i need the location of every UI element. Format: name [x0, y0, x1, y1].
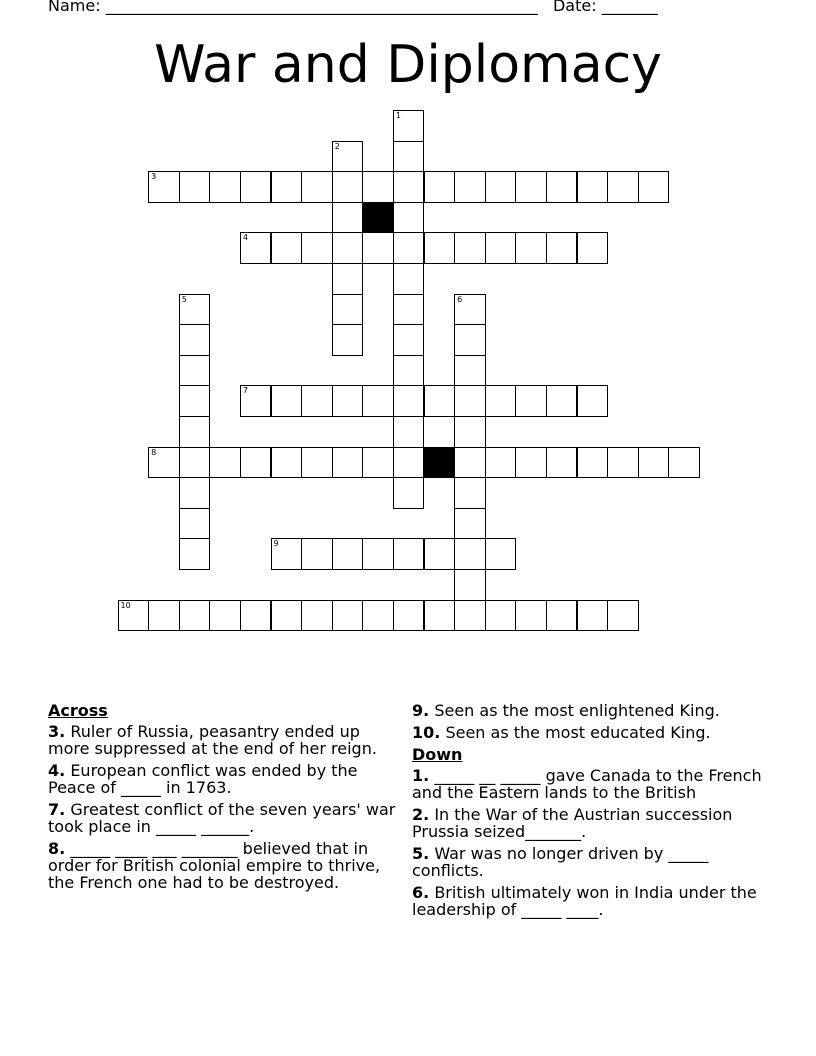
grid-cell[interactable]	[485, 600, 517, 632]
clue-number: 4.	[48, 761, 66, 780]
grid-cell[interactable]	[393, 202, 425, 234]
grid-cell[interactable]	[393, 416, 425, 448]
grid-cell[interactable]	[393, 141, 425, 173]
grid-cell[interactable]	[179, 538, 211, 570]
grid-cell[interactable]	[577, 385, 609, 417]
grid-cell[interactable]	[271, 447, 303, 479]
grid-cell[interactable]	[607, 600, 639, 632]
clue-down-6	[412, 884, 762, 918]
grid-cell[interactable]	[332, 263, 364, 295]
grid-cell[interactable]	[546, 171, 578, 203]
grid-cell[interactable]	[454, 477, 486, 509]
grid-cell[interactable]	[668, 447, 700, 479]
grid-cell[interactable]	[638, 171, 670, 203]
clue-number-label: 10	[120, 600, 131, 610]
grid-cell[interactable]	[393, 171, 425, 203]
grid-cell[interactable]	[424, 232, 456, 264]
clue-text: War was no longer driven by _____ conflicts.	[412, 844, 709, 880]
grid-cell[interactable]	[454, 324, 486, 356]
grid-cell[interactable]	[485, 447, 517, 479]
clues-left-column	[48, 702, 398, 896]
grid-cell[interactable]	[485, 538, 517, 570]
clue-across-4	[48, 762, 398, 796]
clue-number: 7.	[48, 800, 66, 819]
clue-across-7	[48, 801, 398, 835]
clue-across-10	[412, 724, 762, 741]
grid-cell[interactable]	[301, 171, 333, 203]
grid-cell[interactable]	[393, 232, 425, 264]
grid-cell[interactable]	[454, 600, 486, 632]
grid-cell[interactable]	[577, 232, 609, 264]
grid-cell[interactable]	[393, 447, 425, 479]
grid-cell[interactable]	[454, 385, 486, 417]
grid-cell[interactable]	[271, 232, 303, 264]
grid-cell[interactable]	[485, 385, 517, 417]
grid-cell[interactable]	[546, 385, 578, 417]
clue-text: In the War of the Austrian succession Prussia seized_______.	[412, 805, 733, 841]
grid-cell[interactable]	[362, 538, 394, 570]
clue-text: Seen as the most enlightened King.	[434, 701, 720, 720]
grid-cell[interactable]	[454, 447, 486, 479]
grid-cell[interactable]	[179, 385, 211, 417]
grid-cell[interactable]	[393, 385, 425, 417]
grid-cell[interactable]	[118, 600, 150, 632]
grid-cell[interactable]	[209, 447, 241, 479]
grid-cell[interactable]	[332, 294, 364, 326]
grid-cell[interactable]	[179, 600, 211, 632]
across-heading: Across	[48, 701, 108, 720]
clue-number: 6.	[412, 883, 430, 902]
grid-cell[interactable]	[209, 600, 241, 632]
grid-cell[interactable]	[209, 171, 241, 203]
grid-cell[interactable]	[454, 569, 486, 601]
grid-cell[interactable]	[148, 447, 180, 479]
grid-cell[interactable]	[362, 171, 394, 203]
clue-number-label: 7	[242, 386, 248, 396]
clue-across-8	[48, 840, 398, 891]
page-title: War and Diplomacy	[154, 35, 662, 95]
grid-cell[interactable]	[577, 600, 609, 632]
grid-cell[interactable]	[301, 447, 333, 479]
clue-number-label: 6	[457, 294, 463, 304]
grid-cell[interactable]	[362, 385, 394, 417]
down-heading: Down	[412, 745, 463, 764]
grid-cell[interactable]	[393, 355, 425, 387]
grid-cell[interactable]	[393, 263, 425, 295]
grid-cell[interactable]	[638, 447, 670, 479]
grid-cell[interactable]	[485, 171, 517, 203]
grid-cell[interactable]	[454, 416, 486, 448]
grid-cell[interactable]	[515, 171, 547, 203]
grid-cell[interactable]	[332, 232, 364, 264]
grid-cell[interactable]	[271, 385, 303, 417]
grid-cell[interactable]	[179, 294, 211, 326]
grid-cell[interactable]	[546, 600, 578, 632]
grid-cell[interactable]	[179, 355, 211, 387]
clue-text: Seen as the most educated King.	[445, 723, 711, 742]
grid-cell[interactable]	[301, 385, 333, 417]
clue-number-label: 8	[151, 447, 157, 457]
grid-cell[interactable]	[271, 538, 303, 570]
clue-text: British ultimately won in India under the leadership of _____ ____.	[412, 883, 757, 919]
grid-cell[interactable]	[362, 232, 394, 264]
clue-across-9	[412, 702, 762, 719]
grid-block	[362, 202, 394, 234]
grid-cell[interactable]	[301, 600, 333, 632]
grid-cell[interactable]	[240, 600, 272, 632]
grid-cell[interactable]	[424, 538, 456, 570]
clue-down-2	[412, 806, 762, 840]
grid-cell[interactable]	[577, 447, 609, 479]
grid-cell[interactable]	[271, 600, 303, 632]
clue-number-label: 5	[181, 294, 187, 304]
grid-cell[interactable]	[148, 171, 180, 203]
grid-cell[interactable]	[271, 171, 303, 203]
grid-cell[interactable]	[393, 600, 425, 632]
grid-cell[interactable]	[362, 447, 394, 479]
date-blank[interactable]: _______	[601, 0, 658, 15]
clue-number: 9.	[412, 701, 430, 720]
grid-cell[interactable]	[515, 600, 547, 632]
grid-cell[interactable]	[485, 232, 517, 264]
grid-cell[interactable]	[393, 110, 425, 142]
grid-cell[interactable]	[179, 416, 211, 448]
grid-cell[interactable]	[515, 385, 547, 417]
grid-cell[interactable]	[546, 447, 578, 479]
grid-cell[interactable]	[546, 232, 578, 264]
grid-cell[interactable]	[454, 171, 486, 203]
grid-cell[interactable]	[179, 508, 211, 540]
grid-cell[interactable]	[393, 324, 425, 356]
clue-across-3	[48, 723, 398, 757]
grid-cell[interactable]	[424, 171, 456, 203]
grid-cell[interactable]	[332, 385, 364, 417]
grid-cell[interactable]	[332, 324, 364, 356]
grid-cell[interactable]	[362, 600, 394, 632]
grid-cell[interactable]	[240, 385, 272, 417]
grid-cell[interactable]	[240, 447, 272, 479]
clue-text: _____ __ _____ gave Canada to the French and the Eastern lands to the British	[412, 766, 762, 802]
grid-cell[interactable]	[454, 355, 486, 387]
grid-cell[interactable]	[332, 202, 364, 234]
clue-number-label: 9	[273, 539, 279, 549]
grid-cell[interactable]	[332, 600, 364, 632]
clue-text: Greatest conflict of the seven years' war took place in _____ ______.	[48, 800, 396, 836]
grid-cell[interactable]	[332, 141, 364, 173]
grid-cell[interactable]	[454, 538, 486, 570]
clue-number: 8.	[48, 839, 66, 858]
name-label: Name:	[48, 0, 101, 15]
clue-number: 10.	[412, 723, 441, 742]
clue-number: 1.	[412, 766, 430, 785]
grid-cell[interactable]	[454, 232, 486, 264]
grid-cell[interactable]	[577, 171, 609, 203]
grid-cell[interactable]	[240, 171, 272, 203]
date-label: Date:	[552, 0, 597, 15]
clue-text: _____ ____ ___ _______ believed that in order for British colonial empire to thrive, the French one had to be destroyed.	[48, 839, 381, 892]
grid-cell[interactable]	[393, 294, 425, 326]
grid-cell[interactable]	[393, 538, 425, 570]
clue-down-5	[412, 845, 762, 879]
grid-cell[interactable]	[454, 294, 486, 326]
grid-cell[interactable]	[179, 447, 211, 479]
grid-cell[interactable]	[607, 171, 639, 203]
clue-number: 5.	[412, 844, 430, 863]
clue-number: 3.	[48, 722, 66, 741]
clue-number-label: 3	[151, 172, 157, 182]
clue-down-1	[412, 767, 762, 801]
grid-cell[interactable]	[332, 447, 364, 479]
grid-cell[interactable]	[240, 232, 272, 264]
grid-cell[interactable]	[179, 171, 211, 203]
grid-cell[interactable]	[301, 538, 333, 570]
grid-cell[interactable]	[515, 232, 547, 264]
grid-cell[interactable]	[454, 508, 486, 540]
grid-cell[interactable]	[179, 477, 211, 509]
clue-number: 2.	[412, 805, 430, 824]
clue-text: Ruler of Russia, peasantry ended up more suppressed at the end of her reign.	[48, 722, 377, 758]
grid-cell[interactable]	[332, 171, 364, 203]
clue-number-label: 4	[242, 233, 248, 243]
clues-right-column	[412, 702, 762, 923]
grid-cell[interactable]	[607, 447, 639, 479]
grid-cell[interactable]	[424, 385, 456, 417]
grid-block	[424, 447, 456, 479]
clue-text: European conflict was ended by the Peace of _____ in 1763.	[48, 761, 358, 797]
clue-number-label: 1	[395, 111, 401, 120]
name-blank[interactable]: ______________________________________________________	[105, 0, 538, 15]
grid-cell[interactable]	[424, 600, 456, 632]
grid-cell[interactable]	[301, 232, 333, 264]
grid-cell[interactable]	[393, 477, 425, 509]
clue-number-label: 2	[334, 141, 340, 151]
grid-cell[interactable]	[332, 538, 364, 570]
grid-cell[interactable]	[515, 447, 547, 479]
grid-cell[interactable]	[148, 600, 180, 632]
grid-cell[interactable]	[179, 324, 211, 356]
